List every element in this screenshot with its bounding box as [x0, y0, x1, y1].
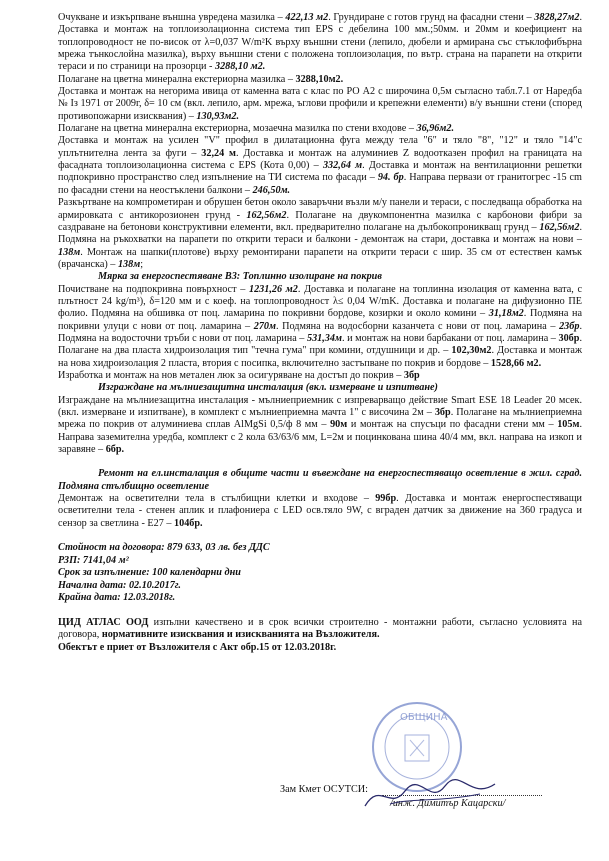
quantity-value: 162,56м2 [539, 221, 580, 233]
contract-info-line: РЗП: 7141,04 м² [58, 554, 129, 566]
text-run: . Доставка и монтаж енергоспестяващи осветителни тела - стенен аплик и плафониера с LED осв.тяло 9W, с вграден датчик за движение на 360 градуса и сензор за светлина - E27 – [58, 493, 582, 529]
quantity-value: 32,24 м [201, 147, 236, 159]
text-run: . Доставка и монтаж на вентилационни решетки подпокривно пространство след изпълнение на ТИ система по фасади – [58, 160, 582, 184]
quantity-value: 3бр [434, 407, 451, 418]
works-paragraph [58, 12, 582, 74]
text-run: . и монтаж на нови барбакани от поц. ламарина – [341, 332, 559, 344]
signatory-name: /инж. Димитър Кацарски/ [390, 798, 506, 809]
b3-last-line [58, 370, 582, 382]
text-run: Доставка и монтаж на усилен "V" профил в дилатационна фуга между тела "6" и тяло "8", "12" и тяло "14"с уплътнителна лента за фуги – [58, 135, 582, 159]
quantity-value: 3бр [403, 369, 420, 381]
contract-info-line: Срок за изпълнение: 100 календарни дни [58, 567, 241, 579]
text-run: Доставка и монтаж на негорима ивица от каменна вата с клас по РО А2 с широчина 0,5м съгласно табл.7.1 от Наредба № Із 1971 от 2009г, δ= 10 см (вкл. лепило, арм. мрежа, ъглови профили и крепежни елементи) в/у външни стени (според противопожарни изисквания) – [58, 86, 582, 122]
quantity-value: 36,96м2. [416, 123, 455, 135]
lighting-paragraph [58, 493, 582, 530]
quantity-value: 1231,26 м2 [248, 283, 298, 295]
b3-paragraph [58, 284, 582, 370]
works-paragraph [58, 135, 582, 197]
works-sections [58, 12, 582, 271]
works-paragraph [58, 123, 582, 135]
quantity-value: 104бр. [174, 517, 203, 529]
quantity-value: 3288,10м2. [295, 73, 344, 85]
final-paragraph [58, 617, 582, 642]
text-run: . Подмяна на водосточни тръби с нови от поц. ламарина – [58, 320, 582, 344]
text-run: изпълни качествено и в срок всички строително - монтажни работи, съгласно условията на договора, [58, 617, 582, 641]
quantity-value: 105м [557, 419, 580, 431]
text-run: и монтаж на спусъци по фасадни стени мм – [347, 419, 558, 431]
quantity-value: 130,93м2. [196, 110, 240, 122]
quantity-value: 90м [330, 419, 348, 431]
stamp-text: ОБЩИНА [400, 712, 448, 723]
contract-info-line: Крайна дата: 12.03.2018г. [58, 592, 176, 604]
text-run: . Полагане на двукомпонентна мазилка с карбонови фибри за саздраване на бетонови конструктивни елементи, вкл. предварително полагане на дълбокопроникващ грунд – [58, 209, 582, 233]
final-line: Обектът е приет от Възложителя с Акт обр.15 от 12.03.2018г. [58, 641, 337, 653]
handwritten-signature [360, 776, 500, 816]
contract-info [58, 542, 582, 605]
text-run: . Доставка и монтаж на топлоизолационна системa тип EPS с дебелина 100 мм.;50мм. и 20мм и коефициент на топлопроводност не по-висок от λ=0,037 W/m²K върху външни стени (лепило, дюбели и армирана със стъклофибърна мрежа тънкослойна мазилка), върху външни стени с положена топлоизолация, по вътр. страна на парапети на открити тераси и по страници на прозорци - [58, 12, 582, 73]
text-run: . Доставка и монтаж на нова хидроизолация 2 пласта, втория с посипка, включително застъпване по покрив и бордове – [58, 345, 582, 369]
quantity-value: 138м [58, 246, 81, 258]
quantity-value: 6бр. [105, 444, 125, 456]
text-run: Полагане на цветна минерална екстериорна мазилка – [58, 73, 296, 85]
contract-info-line: Стойност на договора: 879 633, 03 лв. без ДДС [58, 542, 270, 554]
text-run: Разкъртване на компрометиран и обрушен бетон около заваръчни възли м/у панели и тераси, с последваща обработка на армировката с антикорозионен грунд - [58, 197, 582, 221]
quantity-value: 94. бр [377, 172, 404, 184]
quantity-value: 422,13 м2 [285, 12, 329, 23]
text-run: Почистване на подпокривна повърхност – [58, 283, 249, 295]
quantity-value: 23бр [559, 320, 580, 332]
quantity-value: 332,64 м [322, 160, 363, 172]
text-run: . Полагане на мълниеприемна мрежа по покрив от алуминиева сплав AlMgSi 0,5/ф 8 мм – [58, 407, 583, 431]
quantity-value: 270м [253, 320, 276, 332]
quantity-value: 99бр [375, 493, 397, 505]
text-run: Изработка и монтаж на нов метален люк за осигуряване на достъп до покрив – [58, 369, 404, 381]
quantity-value: 162,56м2 [246, 209, 287, 221]
quantity-value: нормативните изисквания и изискванията на Възложителя. [101, 629, 380, 641]
works-paragraph [58, 86, 582, 123]
text-run: . Направа заземителна уредба, комплект с 2 кола 63/63/6 мм, L=2м и поцинкована шина 40/4 мм, вкл. направа на изкоп и заравяне – [58, 419, 582, 456]
quantity-value: 102,30м2 [451, 345, 492, 357]
quantity-value: 138м [117, 258, 141, 270]
text-run: . Подмяна на водосборни казанчета с нови от поц. ламарина – [276, 320, 560, 332]
quantity-value: 31,18м2 [488, 308, 524, 320]
heading-b3: Мярка за енергоспестяване В3: Топлинно изолиране на покрив [98, 271, 382, 283]
quantity-value: 30бр [558, 332, 580, 344]
text-run: . Подмяна на покривни улуци с нови от поц. ламарина – [58, 308, 582, 332]
lightning-paragraph [58, 395, 582, 457]
quantity-value: ЦИД АТЛАС ООД [58, 617, 149, 629]
quantity-value: 246,50м. [252, 184, 291, 196]
text-run: Полагане на цветна минерална екстериорна, мозаечна мазилка по стени входове – [58, 123, 417, 135]
works-paragraph [58, 197, 582, 271]
works-paragraph [58, 74, 582, 86]
heading-lightning: Изграждане на мълниезащитна инсталация (вкл. измерване и изпитване) [98, 382, 438, 394]
signature-block [58, 776, 582, 856]
text-run: Очукване и изкърпване външна увредена мазилка – [58, 12, 286, 23]
text-run: . Грундиране с готов грунд на фасадни стени – [328, 12, 535, 23]
text-run: . Подмяна на ръкохватки на парапети по открити тераси и балкони - демонтаж на стари, доставка и монтаж на нови – [58, 221, 582, 246]
document-page [58, 12, 582, 654]
text-run: ; [140, 258, 144, 270]
quantity-value: 1528,66 м2. [490, 357, 542, 369]
text-run: . Монтаж на шапки(плотове) върху ремонтирани парапети на открити тераси с шир. 35 см от естествен камък (врачанска) – [58, 246, 582, 270]
text-run: . Полагане на два пласта хидроизолация тип "течна гума" при комини, отдушници и др. – [58, 332, 582, 357]
text-run: . Направа первази от гранитогрес -15 cm по фасадни стени на неостъклени балкони – [58, 172, 582, 196]
quantity-value: 531,34м [306, 332, 342, 344]
signature-label: Зам Кмет ОСУТСИ: [280, 784, 368, 795]
heading-lighting: Ремонт на ел.инсталация в общите части и въвеждане на енергоспестяващо осветление в жил. сград. Подмяна стълбищно осветление [58, 468, 582, 492]
quantity-value: 3288,10 м2. [214, 61, 266, 73]
quantity-value: 3828,27м2 [534, 12, 580, 23]
contract-info-line: Начална дата: 02.10.2017г. [58, 579, 181, 591]
text-run: . Доставка и монтаж на алуминиев Z водоотказен профил на границата на фасадната топлоизолационна система с EPS (Кота 0,00) – [58, 147, 582, 172]
text-run: . Доставка и полагане на топлинна изолация от каменна вата, с плътност 24 kg/m³), δ=120 мм и с коеф. на топлопроводност λ≤ 0,04 W/mK. Доставка и полагане на дифузионно ПЕ фолио. Подмяна на обшивка от поц. ламарина по покривни бордове, козирки и около комини – [58, 283, 583, 320]
text-run: Изграждане на мълниезащитна инсталация - мълниеприемник с изпреварващо действие Smart ESE 18 Leader 20 мсек.(вкл. измерване и изпитване), в комплект с мълниеприемна мачта 1" с височина 2м – [58, 394, 582, 418]
text-run: Демонтаж на осветителни тела в стълбищни клетки и входове – [58, 493, 376, 505]
